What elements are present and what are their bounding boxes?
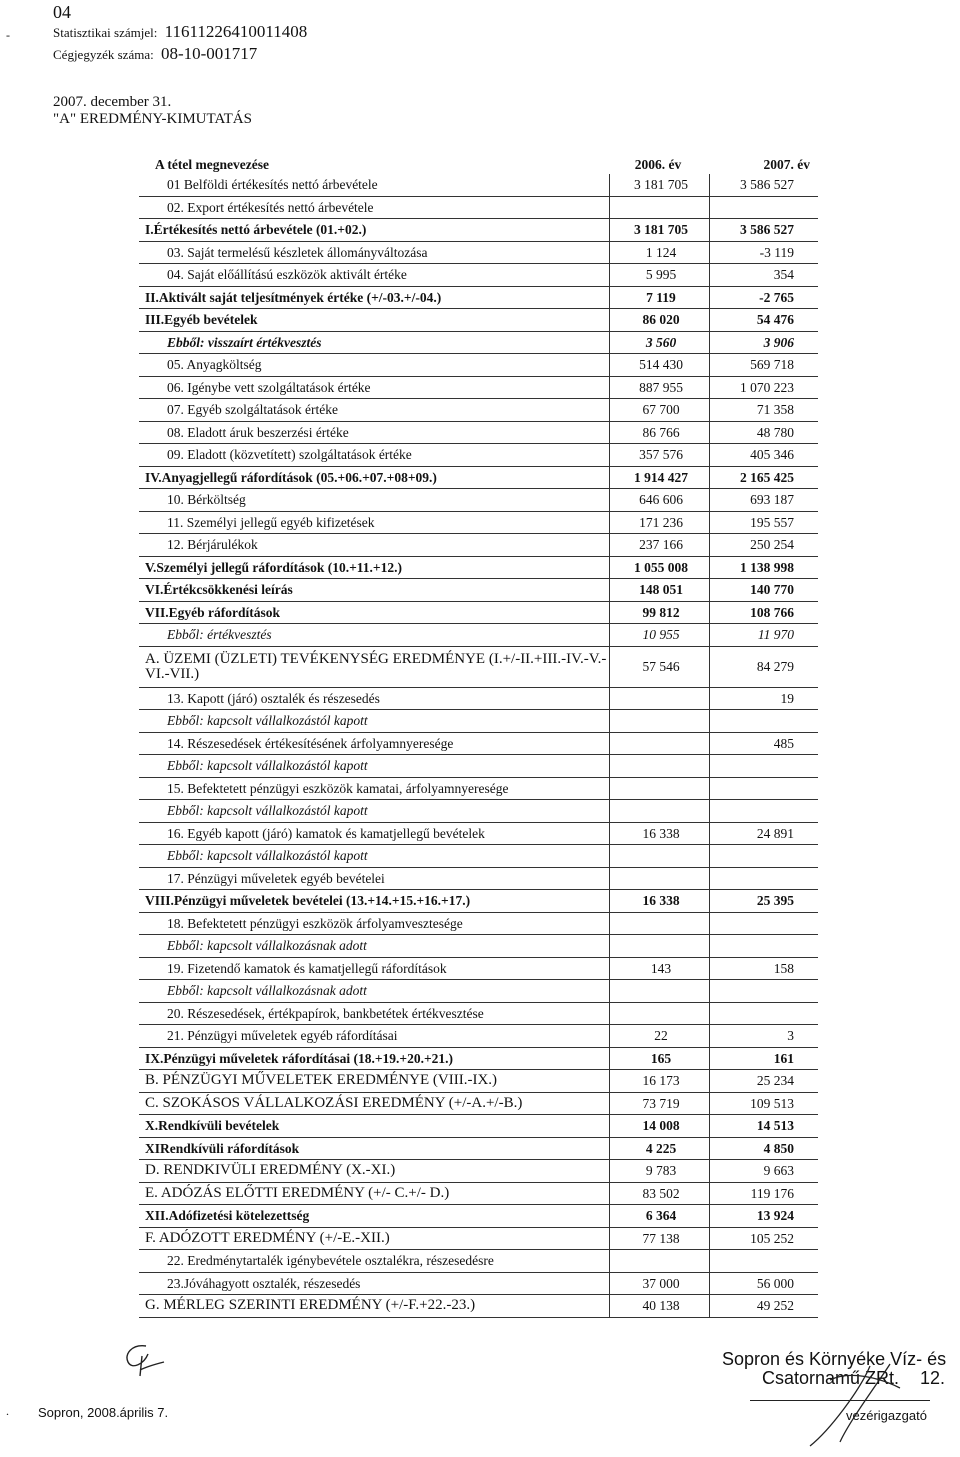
signatory-role: vezérigazgató <box>846 1408 927 1423</box>
margin-mark: . <box>6 1404 9 1418</box>
value-2007 <box>709 755 818 778</box>
table-row <box>139 421 818 444</box>
table-row <box>139 264 818 287</box>
table-row <box>139 1295 818 1318</box>
value-2006: 86 766 <box>609 421 709 444</box>
value-2006 <box>609 196 709 219</box>
value-2007: 1 138 998 <box>709 556 818 579</box>
table-row <box>139 331 818 354</box>
place-date: Sopron, 2008.április 7. <box>38 1405 169 1420</box>
table-row <box>139 732 818 755</box>
row-label: XIRendkívüli ráfordítások <box>139 1137 609 1160</box>
row-label: 09. Eladott (közvetített) szolgáltatások értéke <box>139 444 609 467</box>
value-2007: 2 165 425 <box>709 466 818 489</box>
row-label: II.Aktivált saját teljesítmények értéke (+/-03.+/-04.) <box>139 286 609 309</box>
value-2007: 140 770 <box>709 579 818 602</box>
value-2007: 54 476 <box>709 309 818 332</box>
value-2006: 143 <box>609 957 709 980</box>
row-label: 02. Export értékesítés nettó árbevétele <box>139 196 609 219</box>
row-label: 05. Anyagköltség <box>139 354 609 377</box>
value-2007 <box>709 845 818 868</box>
value-2006: 646 606 <box>609 489 709 512</box>
value-2006: 16 173 <box>609 1070 709 1093</box>
value-2007: 693 187 <box>709 489 818 512</box>
table-row <box>139 687 818 710</box>
value-2006: 10 955 <box>609 624 709 647</box>
table-row <box>139 1002 818 1025</box>
value-2006: 1 124 <box>609 241 709 264</box>
value-2007: 49 252 <box>709 1295 818 1318</box>
row-label: D. RENDKIVÜLI EREDMÉNY (X.-XI.) <box>139 1160 609 1183</box>
row-label: 13. Kapott (járó) osztalék és részesedés <box>139 687 609 710</box>
table-row <box>139 444 818 467</box>
value-2007: 161 <box>709 1047 818 1070</box>
value-2006: 357 576 <box>609 444 709 467</box>
row-label: 21. Pénzügyi műveletek egyéb ráfordításai <box>139 1025 609 1048</box>
registration-number-line <box>53 44 257 64</box>
row-label: 10. Bérköltség <box>139 489 609 512</box>
value-2007: 108 766 <box>709 601 818 624</box>
value-2007 <box>709 912 818 935</box>
table-row <box>139 489 818 512</box>
value-2007: 13 924 <box>709 1205 818 1228</box>
row-label: 20. Részesedések, értékpapírok, bankbetétek értékvesztése <box>139 1002 609 1025</box>
row-label: Ebből: értékvesztés <box>139 624 609 647</box>
value-2007 <box>709 1002 818 1025</box>
table-header-row <box>139 154 818 174</box>
value-2007: 485 <box>709 732 818 755</box>
row-label: 14. Részesedések értékesítésének árfolyamnyeresége <box>139 732 609 755</box>
value-2006: 3 181 705 <box>609 219 709 242</box>
stat-number-value: 11611226410011408 <box>164 22 308 41</box>
row-label: VII.Egyéb ráfordítások <box>139 601 609 624</box>
value-2006: 148 051 <box>609 579 709 602</box>
value-2006 <box>609 980 709 1003</box>
table-row <box>139 1092 818 1115</box>
value-2007 <box>709 710 818 733</box>
registration-number-value: 08-10-001717 <box>160 44 258 63</box>
row-label: IV.Anyagjellegű ráfordítások (05.+06.+07.+08+09.) <box>139 466 609 489</box>
row-label: E. ADÓZÁS ELŐTTI EREDMÉNY (+/- C.+/- D.) <box>139 1182 609 1205</box>
column-header-2006: 2006. év <box>634 156 682 172</box>
value-2007: 119 176 <box>709 1182 818 1205</box>
row-label: Ebből: visszaírt értékvesztés <box>139 331 609 354</box>
row-label: 22. Eredménytartalék igénybevétele osztalékra, részesedésre <box>139 1250 609 1273</box>
value-2006: 7 119 <box>609 286 709 309</box>
value-2007: 195 557 <box>709 511 818 534</box>
table-row <box>139 777 818 800</box>
row-label: Ebből: kapcsolt vállalkozástól kapott <box>139 755 609 778</box>
table-row <box>139 800 818 823</box>
row-label: 19. Fizetendő kamatok és kamatjellegű ráfordítások <box>139 957 609 980</box>
value-2007 <box>709 980 818 1003</box>
value-2006: 171 236 <box>609 511 709 534</box>
value-2006: 5 995 <box>609 264 709 287</box>
row-label: I.Értékesítés nettó árbevétele (01.+02.) <box>139 219 609 242</box>
value-2006: 4 225 <box>609 1137 709 1160</box>
table-row <box>139 1182 818 1205</box>
value-2006: 6 364 <box>609 1205 709 1228</box>
value-2006: 40 138 <box>609 1295 709 1318</box>
value-2006: 57 546 <box>609 646 709 687</box>
company-name-line2: Csatornamű ZRt. <box>762 1368 900 1388</box>
table-row <box>139 1205 818 1228</box>
table-row <box>139 354 818 377</box>
table-body <box>139 174 818 1317</box>
table-row <box>139 935 818 958</box>
value-2006 <box>609 777 709 800</box>
table-row <box>139 957 818 980</box>
table-row <box>139 241 818 264</box>
table-row <box>139 710 818 733</box>
value-2006: 37 000 <box>609 1272 709 1295</box>
value-2007: -2 765 <box>709 286 818 309</box>
table-row <box>139 601 818 624</box>
table-row <box>139 822 818 845</box>
table-row <box>139 755 818 778</box>
row-label: 03. Saját termelésű készletek állományváltozása <box>139 241 609 264</box>
row-label: G. MÉRLEG SZERINTI EREDMÉNY (+/-F.+22.-23.) <box>139 1295 609 1318</box>
table-row <box>139 1250 818 1273</box>
value-2006: 22 <box>609 1025 709 1048</box>
value-2006: 514 430 <box>609 354 709 377</box>
value-2007: 84 279 <box>709 646 818 687</box>
table-row <box>139 624 818 647</box>
value-2007: 9 663 <box>709 1160 818 1183</box>
company-name-line1: Sopron és Környéke Víz- és <box>722 1349 947 1369</box>
value-2006: 77 138 <box>609 1227 709 1250</box>
table-row <box>139 376 818 399</box>
row-label: VI.Értékcsökkenési leírás <box>139 579 609 602</box>
value-2006: 73 719 <box>609 1092 709 1115</box>
value-2006: 99 812 <box>609 601 709 624</box>
value-2007: 1 070 223 <box>709 376 818 399</box>
row-label: F. ADÓZOTT EREDMÉNY (+/-E.-XII.) <box>139 1227 609 1250</box>
value-2006: 83 502 <box>609 1182 709 1205</box>
table-row <box>139 1070 818 1093</box>
value-2006 <box>609 912 709 935</box>
row-label: 15. Befektetett pénzügyi eszközök kamatai, árfolyamnyeresége <box>139 777 609 800</box>
value-2007: 354 <box>709 264 818 287</box>
table-row <box>139 579 818 602</box>
value-2007: 250 254 <box>709 534 818 557</box>
value-2006 <box>609 755 709 778</box>
value-2006: 1 914 427 <box>609 466 709 489</box>
row-label: 17. Pénzügyi műveletek egyéb bevételei <box>139 867 609 890</box>
table-row <box>139 980 818 1003</box>
value-2006 <box>609 935 709 958</box>
table-row <box>139 219 818 242</box>
table-row <box>139 399 818 422</box>
company-number: 12. <box>920 1368 946 1388</box>
value-2006: 16 338 <box>609 890 709 913</box>
registration-number-label: Cégjegyzék száma: <box>53 47 154 62</box>
value-2007: 56 000 <box>709 1272 818 1295</box>
row-label: A. ÜZEMI (ÜZLETI) TEVÉKENYSÉG EREDMÉNYE (I.+/-II.+III.-IV.-V.-VI.-VII.) <box>139 646 609 687</box>
row-label: 18. Befektetett pénzügyi eszközök árfolyamvesztesége <box>139 912 609 935</box>
value-2007 <box>709 935 818 958</box>
row-label: C. SZOKÁSOS VÁLLALKOZÁSI EREDMÉNY (+/-A.+/-B.) <box>139 1092 609 1115</box>
value-2007: 3 <box>709 1025 818 1048</box>
value-2006: 887 955 <box>609 376 709 399</box>
value-2006: 165 <box>609 1047 709 1070</box>
stat-number-label: Statisztikai számjel: <box>53 25 158 40</box>
row-label: III.Egyéb bevételek <box>139 309 609 332</box>
row-label: VIII.Pénzügyi műveletek bevételei (13.+14.+15.+16.+17.) <box>139 890 609 913</box>
stat-number-line <box>53 22 307 42</box>
value-2006 <box>609 710 709 733</box>
value-2007: 71 358 <box>709 399 818 422</box>
value-2007: 4 850 <box>709 1137 818 1160</box>
table-row <box>139 1227 818 1250</box>
value-2007: 105 252 <box>709 1227 818 1250</box>
row-label: Ebből: kapcsolt vállalkozástól kapott <box>139 845 609 868</box>
value-2007: -3 119 <box>709 241 818 264</box>
value-2006 <box>609 732 709 755</box>
value-2007: 405 346 <box>709 444 818 467</box>
row-label: 08. Eladott áruk beszerzési értéke <box>139 421 609 444</box>
row-label: Ebből: kapcsolt vállalkozásnak adott <box>139 935 609 958</box>
row-label: 04. Saját előállítású eszközök aktivált értéke <box>139 264 609 287</box>
table-row <box>139 1025 818 1048</box>
value-2006 <box>609 1250 709 1273</box>
row-label: Ebből: kapcsolt vállalkozásnak adott <box>139 980 609 1003</box>
value-2007 <box>709 196 818 219</box>
value-2007: 25 395 <box>709 890 818 913</box>
value-2007 <box>709 1250 818 1273</box>
row-label: 06. Igénybe vett szolgáltatások értéke <box>139 376 609 399</box>
value-2007: 11 970 <box>709 624 818 647</box>
row-label: B. PÉNZÜGYI MŰVELETEK EREDMÉNYE (VIII.-IX.) <box>139 1070 609 1093</box>
value-2006: 67 700 <box>609 399 709 422</box>
row-label: V.Személyi jellegű ráfordítások (10.+11.+12.) <box>139 556 609 579</box>
row-label: 12. Bérjárulékok <box>139 534 609 557</box>
table-row <box>139 1047 818 1070</box>
table-row <box>139 1272 818 1295</box>
value-2006 <box>609 687 709 710</box>
table-row <box>139 534 818 557</box>
row-label: 11. Személyi jellegű egyéb kifizetések <box>139 511 609 534</box>
value-2006: 86 020 <box>609 309 709 332</box>
row-label: X.Rendkívüli bevételek <box>139 1115 609 1138</box>
row-label: XII.Adófizetési kötelezettség <box>139 1205 609 1228</box>
value-2006: 1 055 008 <box>609 556 709 579</box>
value-2007 <box>709 867 818 890</box>
value-2006 <box>609 1002 709 1025</box>
margin-mark: - <box>6 28 10 42</box>
value-2006 <box>609 845 709 868</box>
table-row <box>139 174 818 196</box>
row-label: 07. Egyéb szolgáltatások értéke <box>139 399 609 422</box>
table-row <box>139 912 818 935</box>
table-row <box>139 845 818 868</box>
report-title: "A" EREDMÉNY-KIMUTATÁS <box>53 111 252 127</box>
value-2007: 158 <box>709 957 818 980</box>
income-statement-table <box>139 154 818 1318</box>
row-label: 01 Belföldi értékesítés nettó árbevétele <box>139 174 609 196</box>
value-2007 <box>709 800 818 823</box>
value-2006: 9 783 <box>609 1160 709 1183</box>
row-label: IX.Pénzügyi műveletek ráfordításai (18.+19.+20.+21.) <box>139 1047 609 1070</box>
page-number: 04 <box>53 2 71 22</box>
value-2007 <box>709 777 818 800</box>
value-2007: 3 586 527 <box>709 174 818 196</box>
value-2007: 3 906 <box>709 331 818 354</box>
row-label: Ebből: kapcsolt vállalkozástól kapott <box>139 800 609 823</box>
value-2006: 237 166 <box>609 534 709 557</box>
column-header-item: A tétel megnevezése <box>155 156 269 172</box>
table-row <box>139 1137 818 1160</box>
table-row <box>139 1160 818 1183</box>
value-2006: 16 338 <box>609 822 709 845</box>
table-row <box>139 309 818 332</box>
row-label: 16. Egyéb kapott (járó) kamatok és kamatjellegű bevételek <box>139 822 609 845</box>
row-label: Ebből: kapcsolt vállalkozástól kapott <box>139 710 609 733</box>
value-2007: 25 234 <box>709 1070 818 1093</box>
table-row <box>139 646 818 687</box>
signature-line <box>750 1400 930 1401</box>
table-row <box>139 511 818 534</box>
row-label: 23.Jóváhagyott osztalék, részesedés <box>139 1272 609 1295</box>
initials-signature-icon <box>118 1340 168 1378</box>
value-2006: 3 560 <box>609 331 709 354</box>
value-2007: 19 <box>709 687 818 710</box>
table-row <box>139 867 818 890</box>
value-2006 <box>609 867 709 890</box>
value-2007: 48 780 <box>709 421 818 444</box>
value-2006: 3 181 705 <box>609 174 709 196</box>
value-2007: 109 513 <box>709 1092 818 1115</box>
value-2007: 3 586 527 <box>709 219 818 242</box>
value-2006 <box>609 800 709 823</box>
table-row <box>139 556 818 579</box>
table-row <box>139 466 818 489</box>
value-2006: 14 008 <box>609 1115 709 1138</box>
report-date: 2007. december 31. <box>53 94 172 110</box>
table-row <box>139 1115 818 1138</box>
signature-icon <box>770 1360 920 1450</box>
column-header-2007: 2007. év <box>763 156 810 172</box>
table-row <box>139 286 818 309</box>
value-2007: 14 513 <box>709 1115 818 1138</box>
value-2007: 569 718 <box>709 354 818 377</box>
table-row <box>139 196 818 219</box>
table-row <box>139 890 818 913</box>
value-2007: 24 891 <box>709 822 818 845</box>
